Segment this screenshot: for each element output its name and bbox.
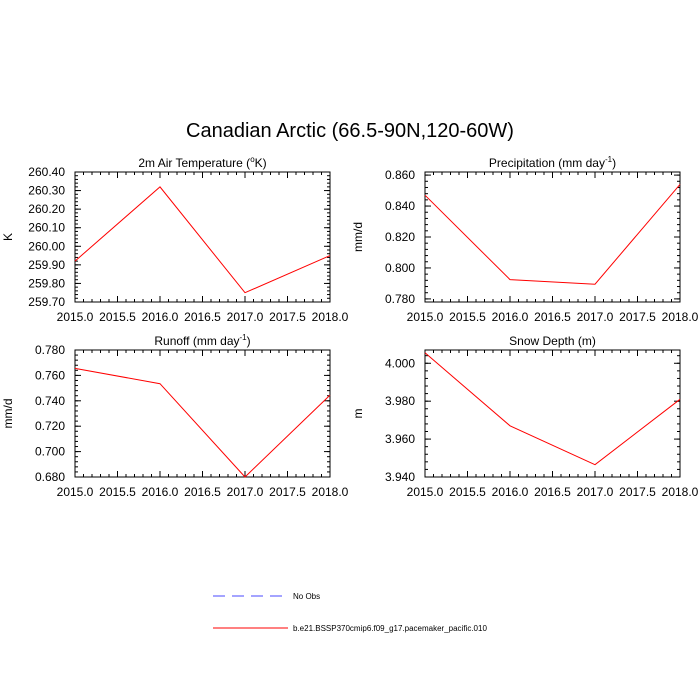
x-tick-label: 2016.0 [491, 485, 529, 499]
y-tick-label: 0.780 [34, 343, 65, 357]
x-tick-label: 2017.0 [576, 485, 614, 499]
x-tick-label: 2016.0 [141, 485, 179, 499]
y-tick-label: 0.760 [34, 368, 65, 383]
series-line [75, 187, 330, 293]
x-tick-label: 2017.0 [226, 310, 264, 324]
panel-4 [351, 334, 699, 499]
panel-2 [351, 155, 699, 324]
y-tick-label: 259.90 [28, 257, 65, 272]
x-tick-label: 2015.0 [406, 310, 444, 324]
plot-frame [75, 172, 330, 302]
y-tick-label: 0.700 [34, 444, 65, 459]
x-tick-label: 2015.0 [56, 485, 94, 499]
legend-label: b.e21.BSSP370cmip6.f09_g17.pacemaker_pacific.010 [293, 624, 487, 633]
plot-frame [425, 350, 680, 477]
panel-title: Snow Depth (m) [509, 334, 596, 348]
x-tick-label: 2016.0 [491, 310, 529, 324]
panel-title: Precipitation (mm day$^{-1}$) [488, 155, 617, 170]
y-tick-label: 0.800 [384, 260, 415, 275]
x-tick-label: 2016.5 [184, 310, 221, 324]
y-tick-label: 0.840 [384, 199, 415, 214]
y-tick-label: 0.720 [34, 419, 65, 434]
y-tick-label: 260.10 [28, 220, 65, 235]
panel-3 [1, 333, 349, 499]
panel-1 [1, 155, 349, 324]
x-tick-label: 2015.5 [449, 310, 486, 324]
series-line [75, 368, 330, 477]
x-tick-label: 2018.0 [661, 310, 699, 324]
panel-title: Runoff (mm day$^{-1}$) [154, 333, 251, 348]
y-axis-label: m [351, 408, 365, 419]
legend [213, 592, 487, 633]
panel-title: 2m Air Temperature ($^o$K) [138, 155, 267, 170]
y-tick-label: 259.70 [28, 295, 65, 309]
x-tick-label: 2017.5 [619, 310, 656, 324]
y-axis-label: mm/d [351, 222, 365, 252]
x-tick-label: 2015.5 [449, 485, 486, 499]
y-tick-label: 0.740 [34, 393, 65, 408]
x-tick-label: 2018.0 [311, 310, 349, 324]
x-tick-label: 2018.0 [661, 485, 699, 499]
x-tick-label: 2015.0 [56, 310, 94, 324]
x-tick-label: 2015.5 [99, 310, 136, 324]
y-tick-label: 260.00 [28, 239, 65, 254]
x-tick-label: 2018.0 [311, 485, 349, 499]
x-tick-label: 2017.5 [269, 310, 306, 324]
x-tick-label: 2017.5 [619, 485, 656, 499]
x-tick-label: 2016.5 [184, 485, 221, 499]
y-tick-label: 260.30 [28, 183, 65, 198]
series-line [425, 353, 680, 465]
y-tick-label: 0.680 [34, 470, 65, 484]
y-tick-label: 260.20 [28, 202, 65, 217]
x-tick-label: 2015.5 [99, 485, 136, 499]
y-tick-label: 0.780 [384, 291, 415, 306]
x-tick-label: 2017.0 [226, 485, 264, 499]
y-tick-label: 259.80 [28, 276, 65, 291]
y-tick-label: 0.820 [384, 230, 415, 244]
x-tick-label: 2016.5 [534, 310, 571, 324]
x-tick-label: 2017.0 [576, 310, 614, 324]
y-tick-label: 3.980 [384, 394, 415, 409]
y-axis-label: mm/d [1, 398, 15, 429]
y-tick-label: 0.860 [384, 168, 415, 183]
plot-frame [75, 350, 330, 477]
y-tick-label: 260.40 [28, 165, 65, 179]
figure-title: Canadian Arctic (66.5-90N,120-60W) [186, 120, 514, 142]
y-tick-label: 3.940 [384, 470, 415, 484]
x-tick-label: 2015.0 [406, 485, 444, 499]
y-tick-label: 4.000 [384, 356, 415, 371]
y-axis-label: K [1, 232, 15, 242]
legend-label: No Obs [293, 592, 321, 601]
plot-frame [425, 172, 680, 302]
series-line [425, 184, 680, 284]
x-tick-label: 2016.5 [534, 485, 571, 499]
x-tick-label: 2016.0 [141, 310, 179, 324]
y-tick-label: 3.960 [384, 432, 415, 447]
x-tick-label: 2017.5 [269, 485, 306, 499]
